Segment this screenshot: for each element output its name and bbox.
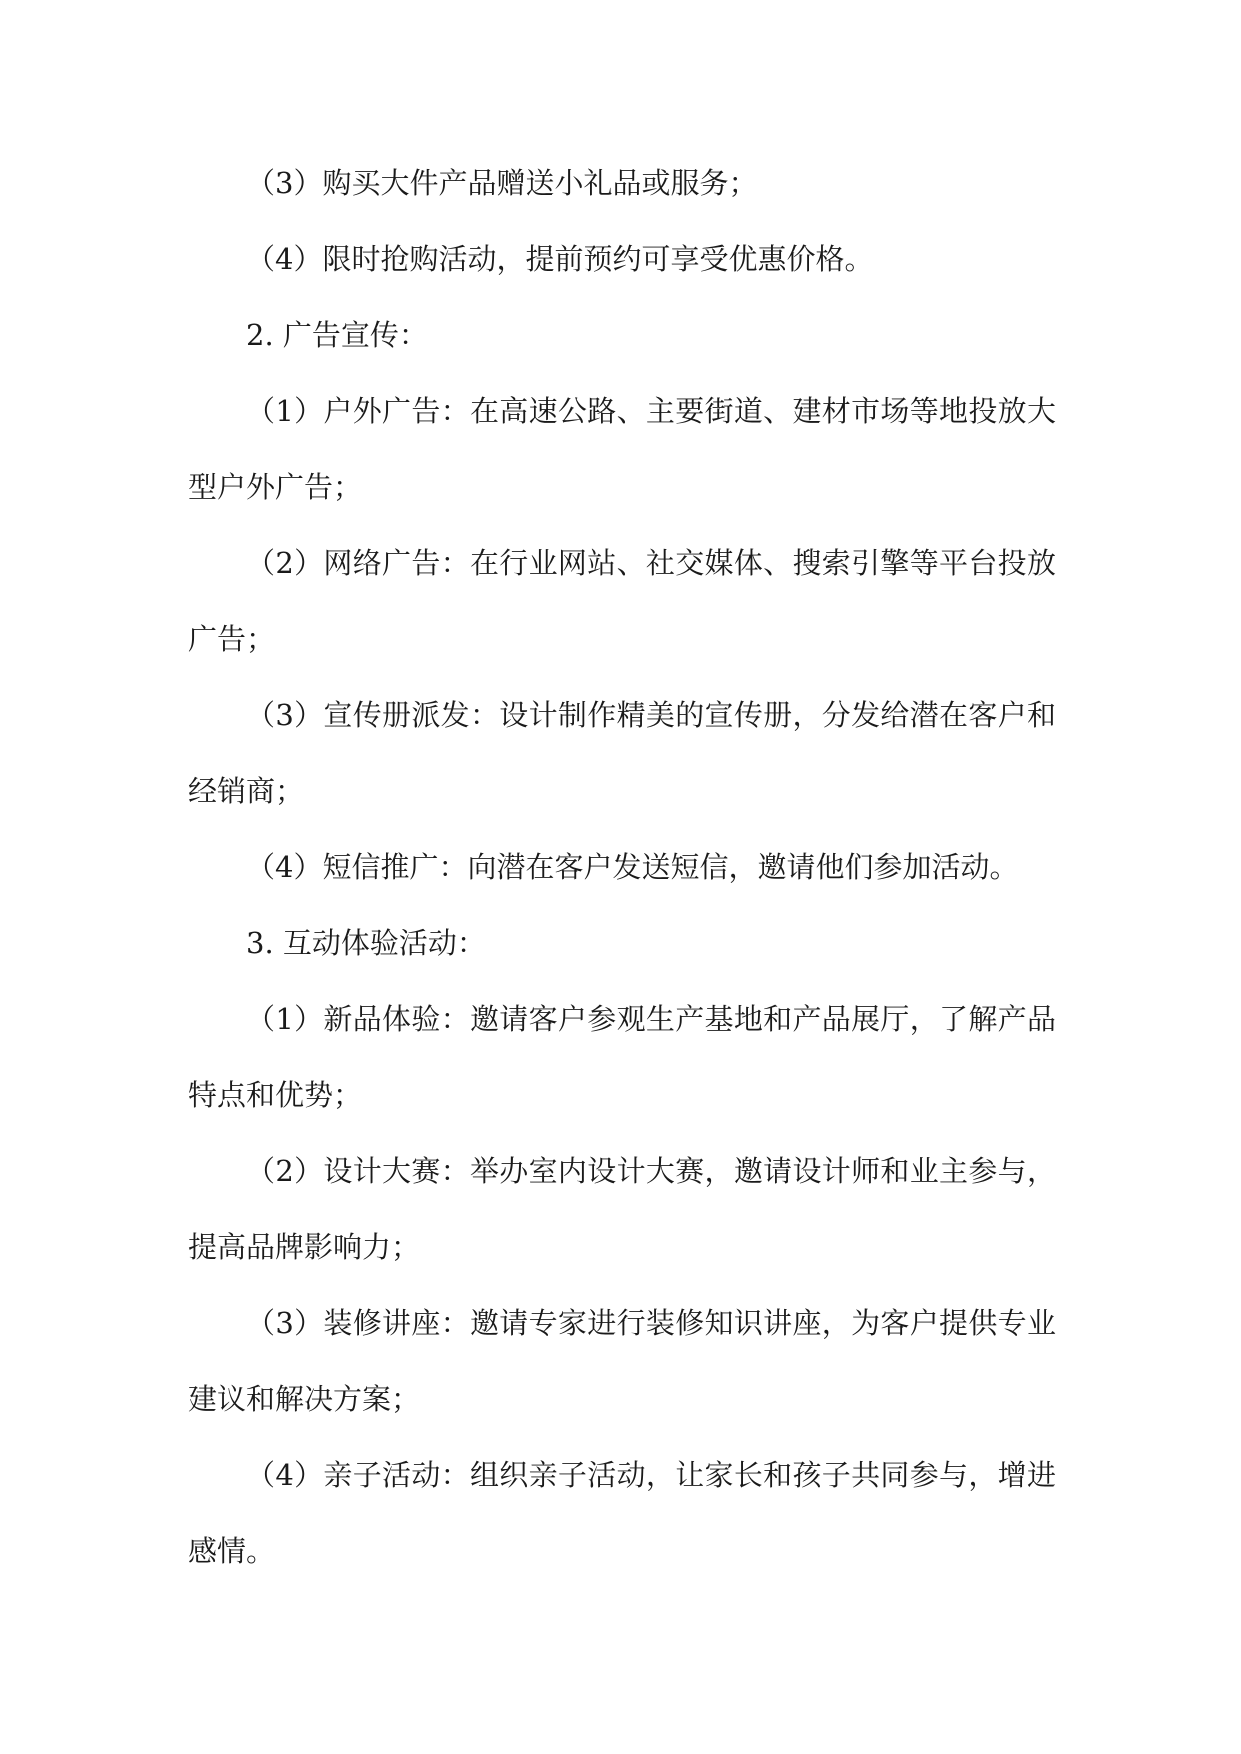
section-heading-advertising: 2. 广告宣传： — [246, 318, 428, 352]
document-body — [188, 145, 1056, 1589]
list-item-sms: （4）短信推广：向潜在客户发送短信，邀请他们参加活动。 — [246, 850, 1019, 884]
list-item-brochures: （3）宣传册派发：设计制作精美的宣传册，分发给潜在客户和经销商； — [188, 698, 1056, 808]
list-item-design-contest: （2）设计大赛：举办室内设计大赛，邀请设计师和业主参与，提高品牌影响力； — [188, 1154, 1056, 1264]
list-item-outdoor-ads: （1）户外广告：在高速公路、主要街道、建材市场等地投放大型户外广告； — [188, 394, 1056, 504]
list-item-family-activity: （4）亲子活动：组织亲子活动，让家长和孩子共同参与，增进感情。 — [188, 1458, 1056, 1568]
list-item-promo-3: （3）购买大件产品赠送小礼品或服务； — [246, 166, 758, 200]
list-item-promo-4: （4）限时抢购活动，提前预约可享受优惠价格。 — [246, 242, 874, 276]
list-item-online-ads: （2）网络广告：在行业网站、社交媒体、搜索引擎等平台投放广告； — [188, 546, 1056, 656]
list-item-new-product: （1）新品体验：邀请客户参观生产基地和产品展厅，了解产品特点和优势； — [188, 1002, 1056, 1112]
section-heading-interactive: 3. 互动体验活动： — [246, 926, 486, 960]
list-item-lecture: （3）装修讲座：邀请专家进行装修知识讲座，为客户提供专业建议和解决方案； — [188, 1306, 1056, 1416]
